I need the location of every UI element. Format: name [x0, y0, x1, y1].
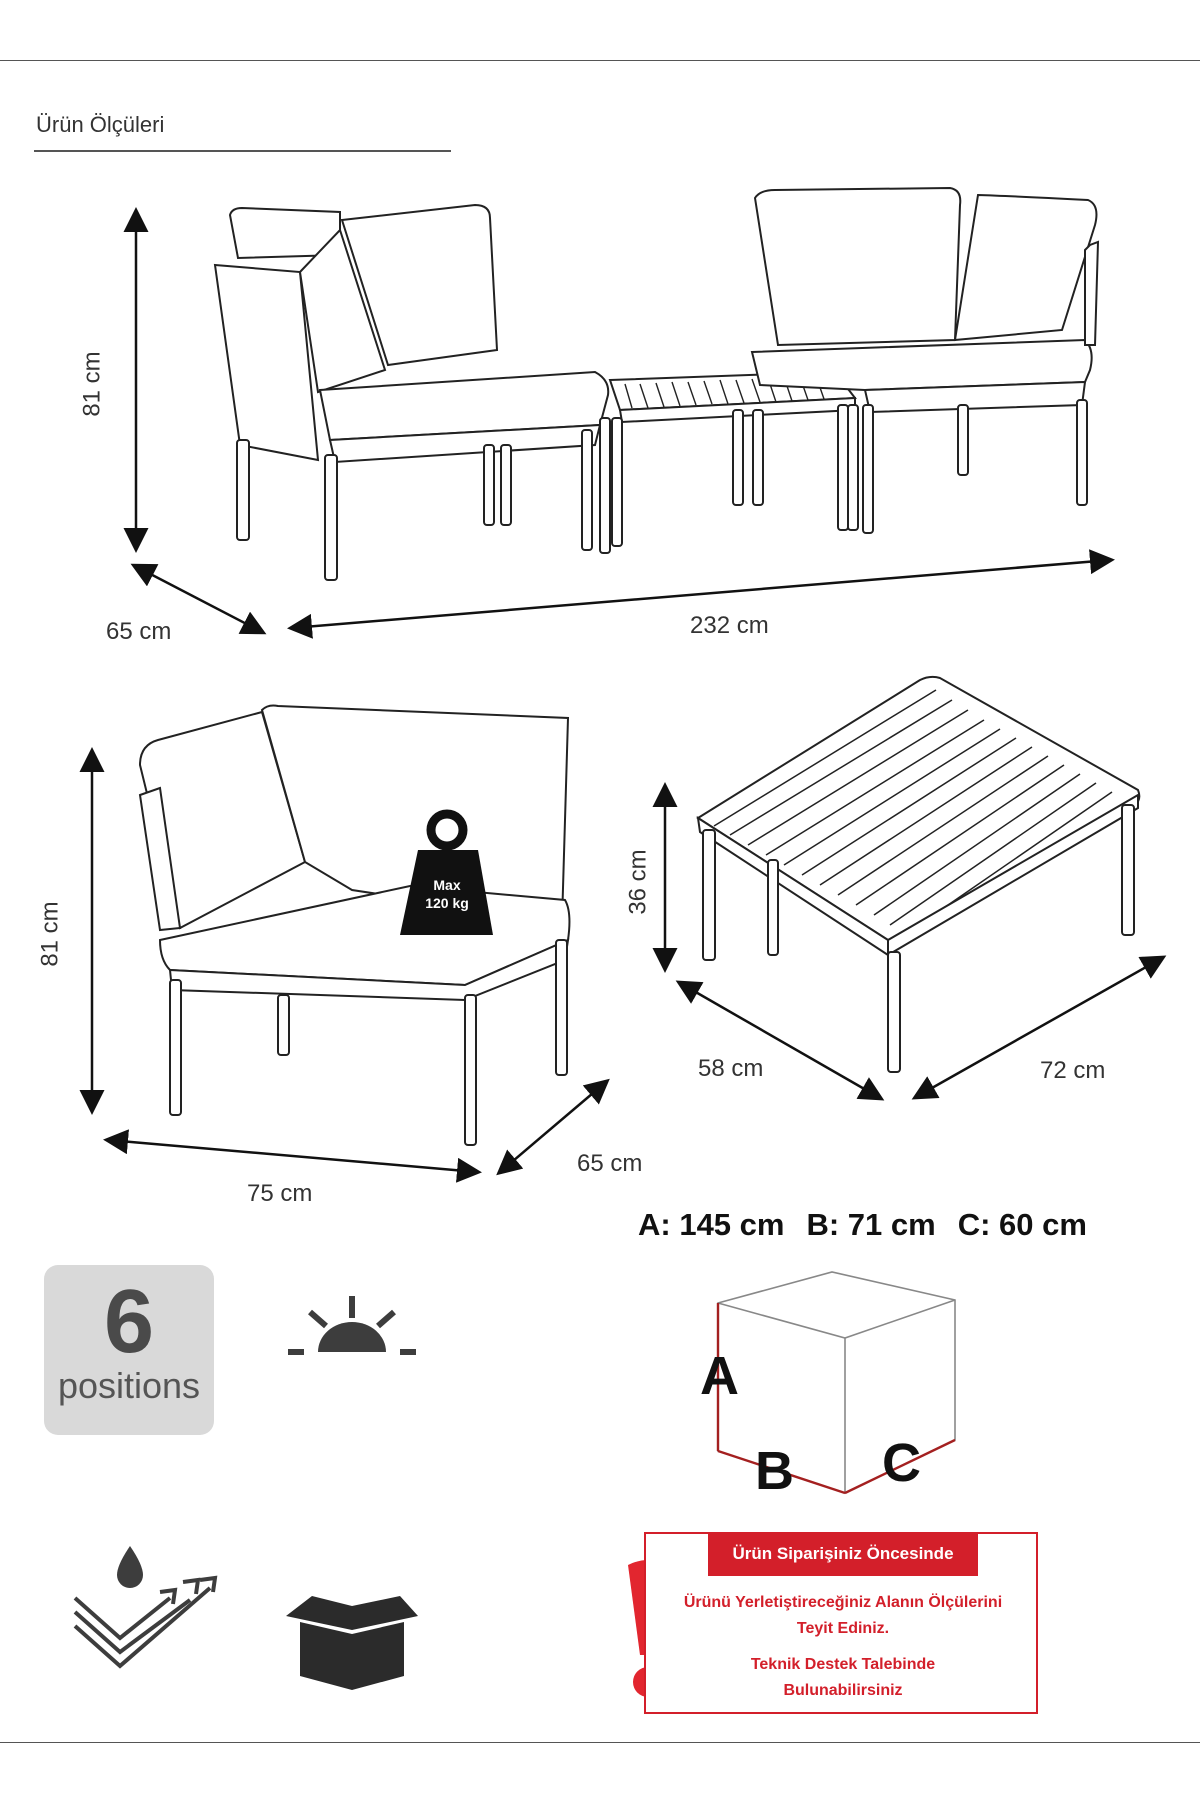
package-count: x1: [378, 1530, 421, 1572]
package-dim-c: C: 60 cm: [957, 1207, 1087, 1242]
package-dim-b: B: 71 cm: [806, 1207, 936, 1242]
table-width-label: 72 cm: [1040, 1057, 1106, 1084]
chair-width-label: 75 cm: [247, 1180, 313, 1207]
corner-chair-drawing: [140, 706, 569, 1146]
cube-letter-a: A: [700, 1346, 739, 1406]
package-dimensions: [638, 1207, 1109, 1243]
sun-icon: [288, 1296, 416, 1352]
cube-letter-c: C: [882, 1433, 921, 1493]
table-depth-label: 58 cm: [698, 1055, 764, 1082]
set-width-label: 232 cm: [690, 612, 769, 639]
box-icon: [286, 1596, 418, 1690]
chair-depth-label: 65 cm: [577, 1150, 643, 1177]
weight-limit-badge: [412, 876, 482, 912]
warning-line-1: Ürünü Yerletiştireceğiniz Alanın Ölçülerini: [683, 1594, 1003, 1611]
package-dim-a: A: 145 cm: [638, 1207, 785, 1242]
positions-count: 6: [103, 1272, 155, 1372]
water-drop-layers-icon: [75, 1546, 215, 1666]
chair-height-label: 81 cm: [36, 901, 64, 967]
table-height-label: 36 cm: [624, 849, 652, 915]
positions-badge: [44, 1265, 214, 1435]
page-title: Ürün Ölçüleri: [36, 112, 165, 137]
warning-heading: Ürün Siparişiniz Öncesinde: [708, 1532, 978, 1576]
sofa-set-drawing: [215, 188, 1098, 580]
weight-limit-line2: 120 kg: [425, 895, 469, 911]
anti-uv-text: ANTI UV: [284, 1368, 422, 1409]
cube-letter-b: B: [755, 1441, 794, 1501]
package-prefix: PCB: [300, 1530, 379, 1572]
warning-line-3: Teknik Destek Talebinde: [750, 1656, 936, 1673]
weight-limit-line1: Max: [433, 877, 461, 893]
set-depth-label: 65 cm: [106, 618, 172, 645]
coffee-table-drawing: [698, 677, 1139, 1072]
warning-line-2: Teyit Ediniz.: [796, 1620, 890, 1637]
order-warning-box: [644, 1532, 1038, 1714]
warning-line-4: Bulunabilirsiniz: [783, 1682, 903, 1699]
positions-text: positions: [57, 1365, 201, 1406]
set-height-label: 81 cm: [78, 351, 106, 417]
